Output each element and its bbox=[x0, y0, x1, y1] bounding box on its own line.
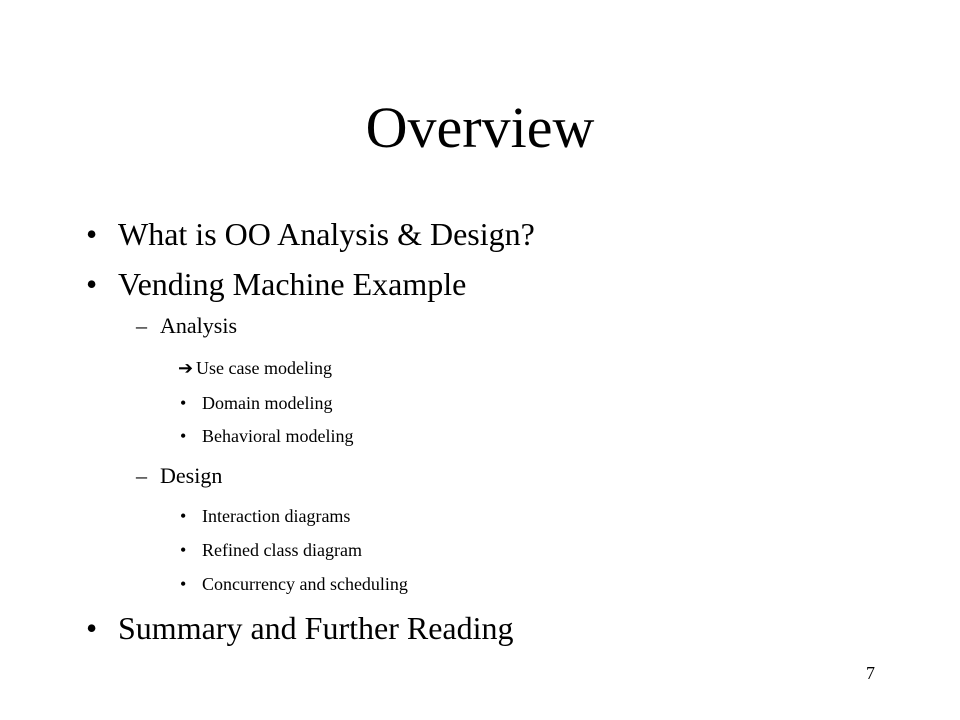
bullet-icon: • bbox=[86, 216, 98, 252]
bullet-icon: • bbox=[180, 393, 187, 413]
dash-icon: – bbox=[136, 463, 147, 488]
list-item-text: Concurrency and scheduling bbox=[202, 574, 408, 594]
page-number: 7 bbox=[866, 663, 875, 683]
bullet-icon: • bbox=[180, 540, 187, 560]
bullet-icon: • bbox=[86, 610, 98, 646]
bullet-icon: • bbox=[180, 506, 187, 526]
list-item-text: Vending Machine Example bbox=[118, 266, 467, 302]
list-item-text: What is OO Analysis & Design? bbox=[118, 216, 535, 252]
bullet-icon: • bbox=[86, 266, 98, 302]
slide-title: Overview bbox=[365, 95, 595, 160]
list-item-text: Design bbox=[160, 463, 223, 488]
bullet-icon: • bbox=[180, 574, 187, 594]
list-item-text: Refined class diagram bbox=[202, 540, 362, 560]
list-item-text: Domain modeling bbox=[202, 393, 333, 413]
list-item-text: Summary and Further Reading bbox=[118, 610, 514, 646]
list-item-text: Interaction diagrams bbox=[202, 506, 351, 526]
dash-icon: – bbox=[136, 313, 147, 338]
arrow-right-icon: ➔ bbox=[178, 358, 194, 378]
bullet-icon: • bbox=[180, 426, 187, 446]
list-item-text: Use case modeling bbox=[196, 358, 332, 378]
list-item-text: Analysis bbox=[160, 313, 237, 338]
list-item-text: Behavioral modeling bbox=[202, 426, 354, 446]
